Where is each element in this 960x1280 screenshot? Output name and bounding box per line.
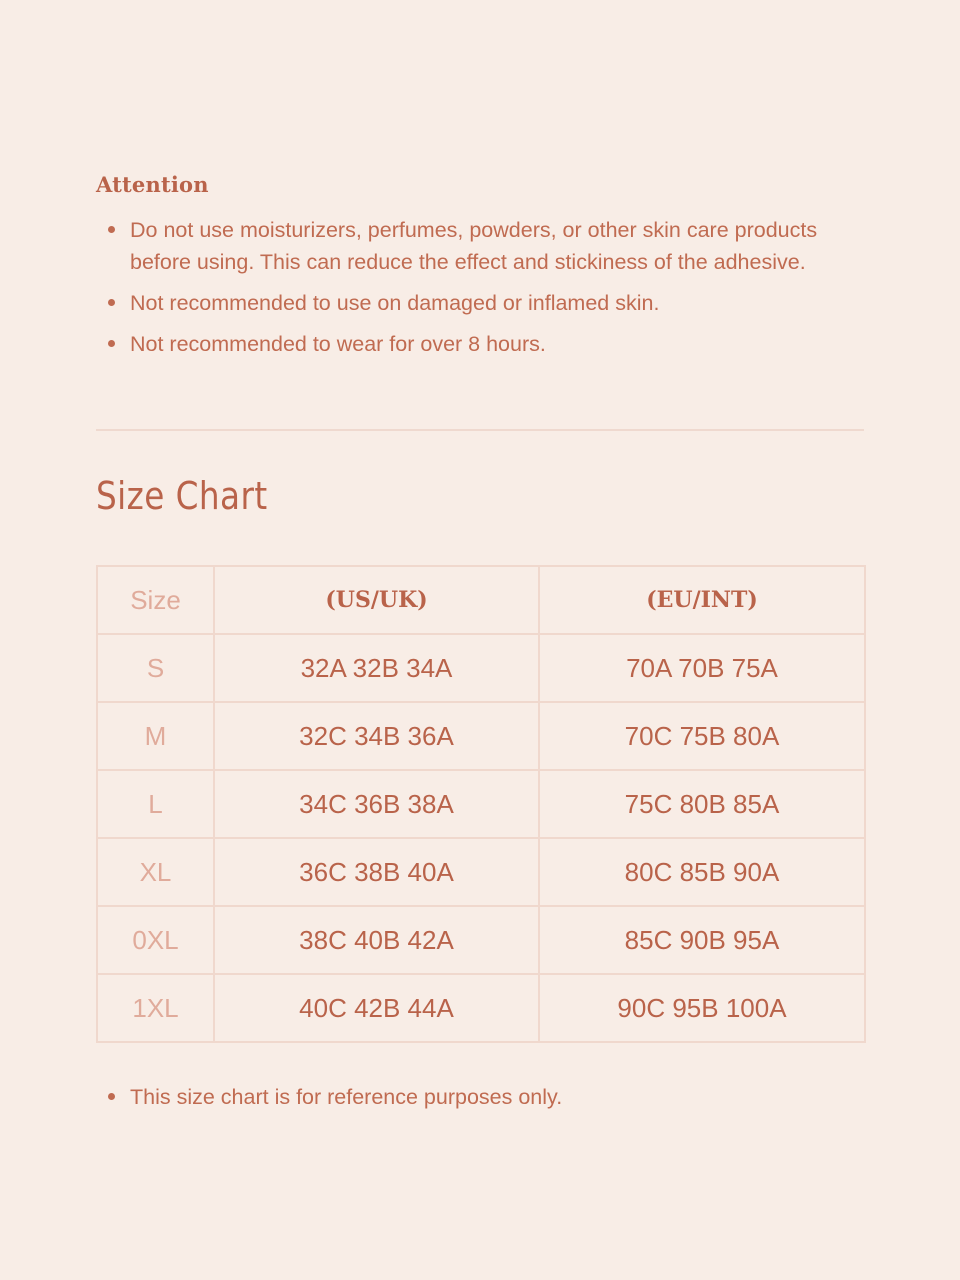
size-cell: XL xyxy=(97,838,214,906)
size-cell: L xyxy=(97,770,214,838)
table-row xyxy=(97,770,865,838)
table-row xyxy=(97,974,865,1042)
table-row xyxy=(97,838,865,906)
size-cell: S xyxy=(97,634,214,702)
table-row xyxy=(97,906,865,974)
list-item xyxy=(96,328,864,360)
list-item xyxy=(96,287,864,319)
size-chart-note xyxy=(96,1081,864,1113)
eu-int-cell: 70A 70B 75A xyxy=(539,634,865,702)
eu-int-cell: 70C 75B 80A xyxy=(539,702,865,770)
table-row xyxy=(97,702,865,770)
header-size: Size xyxy=(97,566,214,634)
eu-int-cell: 85C 90B 95A xyxy=(539,906,865,974)
attention-heading: Attention xyxy=(96,172,209,197)
eu-int-cell: 75C 80B 85A xyxy=(539,770,865,838)
us-uk-cell: 34C 36B 38A xyxy=(214,770,539,838)
table-header-row xyxy=(97,566,865,634)
section-divider xyxy=(96,429,864,431)
bullet-dot-icon xyxy=(108,340,115,347)
size-cell: 1XL xyxy=(97,974,214,1042)
size-cell: M xyxy=(97,702,214,770)
us-uk-cell: 32A 32B 34A xyxy=(214,634,539,702)
us-uk-cell: 40C 42B 44A xyxy=(214,974,539,1042)
eu-int-cell: 80C 85B 90A xyxy=(539,838,865,906)
list-item xyxy=(96,1081,864,1113)
list-item xyxy=(96,214,864,278)
us-uk-cell: 32C 34B 36A xyxy=(214,702,539,770)
table-row xyxy=(97,634,865,702)
page-content xyxy=(96,0,864,1280)
size-chart-heading: Size Chart xyxy=(96,474,268,518)
us-uk-cell: 38C 40B 42A xyxy=(214,906,539,974)
size-cell: 0XL xyxy=(97,906,214,974)
us-uk-cell: 36C 38B 40A xyxy=(214,838,539,906)
eu-int-cell: 90C 95B 100A xyxy=(539,974,865,1042)
attention-list xyxy=(96,214,864,369)
bullet-dot-icon xyxy=(108,226,115,233)
list-item-text: Not recommended to use on damaged or inflamed skin. xyxy=(130,291,660,315)
bullet-dot-icon xyxy=(108,299,115,306)
list-item-text: Do not use moisturizers, perfumes, powders, or other skin care products before using. This can reduce the effect and stickiness of the adhesive. xyxy=(130,218,818,274)
size-chart-table xyxy=(96,565,866,1043)
note-text: This size chart is for reference purposes only. xyxy=(130,1085,563,1109)
list-item-text: Not recommended to wear for over 8 hours. xyxy=(130,332,546,356)
header-eu-int: (EU/INT) xyxy=(539,566,865,634)
bullet-dot-icon xyxy=(108,1093,115,1100)
header-us-uk: (US/UK) xyxy=(214,566,539,634)
